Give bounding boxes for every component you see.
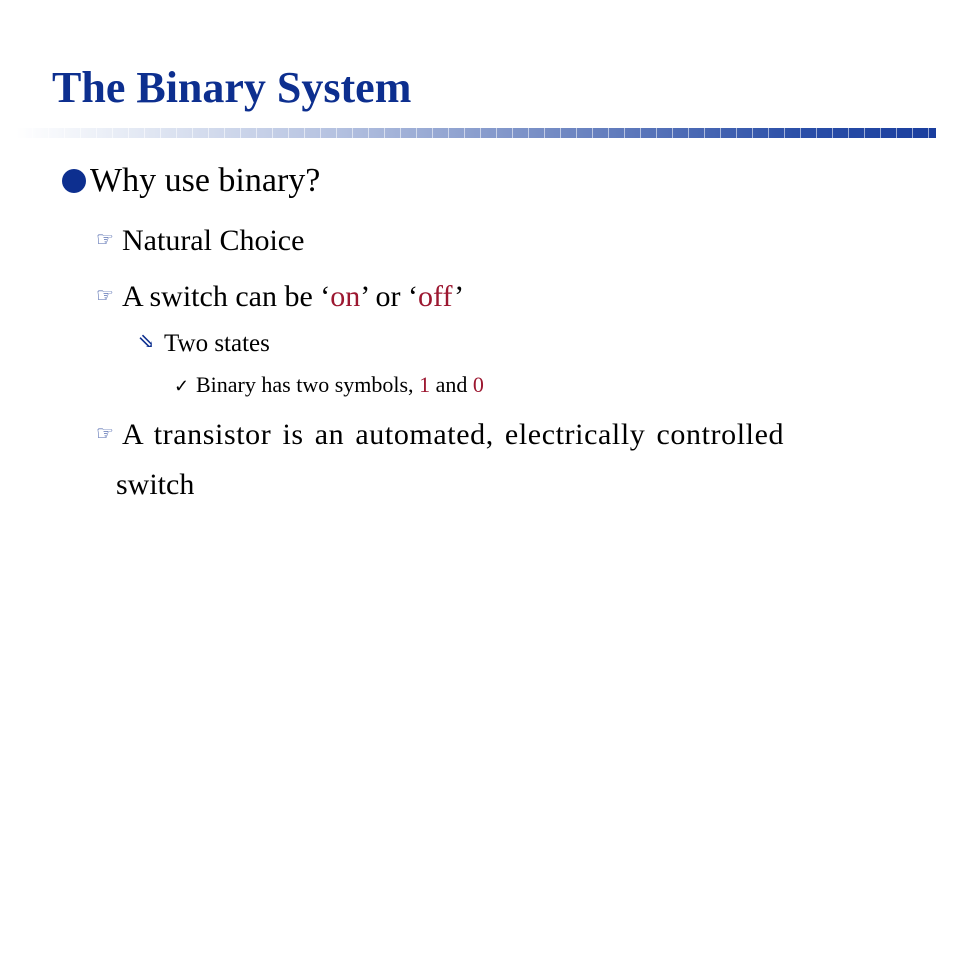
- title-underline-bar: [16, 128, 936, 138]
- title-bar-segment-divider: [912, 128, 913, 138]
- title-bar-segment-divider: [720, 128, 721, 138]
- bullet-text: Why use binary?: [90, 162, 321, 199]
- title-bar-segment-divider: [768, 128, 769, 138]
- title-bar-segment-divider: [576, 128, 577, 138]
- title-bar-segment-divider: [64, 128, 65, 138]
- title-bar-segment-divider: [80, 128, 81, 138]
- title-bar-segment-divider: [704, 128, 705, 138]
- title-bar-segment-divider: [800, 128, 801, 138]
- bullet-text-part: ’: [454, 280, 465, 313]
- symbol-zero: 0: [472, 372, 484, 397]
- title-bar-segment-divider: [96, 128, 97, 138]
- title-bar-segment-divider: [336, 128, 337, 138]
- title-bar-segment-divider: [848, 128, 849, 138]
- title-bar-segment-divider: [672, 128, 673, 138]
- title-bar-segment-divider: [928, 128, 929, 138]
- title-bar-segment-divider: [400, 128, 401, 138]
- bullet-why-use-binary: [62, 162, 320, 200]
- title-bar-segment-divider: [752, 128, 753, 138]
- title-bar-segment-divider: [736, 128, 737, 138]
- bullet-text-part: and: [430, 372, 473, 397]
- title-bar-segment-divider: [384, 128, 385, 138]
- title-bar-segment-divider: [144, 128, 145, 138]
- title-bar-segment-divider: [640, 128, 641, 138]
- bullet-text-line2: switch: [116, 468, 195, 501]
- bullet-text-part: A switch can be ‘: [122, 280, 331, 313]
- title-bar-segment-divider: [688, 128, 689, 138]
- title-bar-segment-divider: [272, 128, 273, 138]
- title-bar-segment-divider: [864, 128, 865, 138]
- slide-title: The Binary System: [52, 63, 412, 112]
- title-bar-segment-divider: [112, 128, 113, 138]
- title-bar-segment-divider: [592, 128, 593, 138]
- title-bar-segment-divider: [368, 128, 369, 138]
- title-bar-segment-divider: [528, 128, 529, 138]
- pointing-hand-icon: ☞: [96, 284, 114, 307]
- title-bar-segment-divider: [496, 128, 497, 138]
- title-bar-segment-divider: [416, 128, 417, 138]
- title-bar-segment-divider: [560, 128, 561, 138]
- check-icon: ✓: [174, 376, 190, 396]
- title-bar-segment-divider: [304, 128, 305, 138]
- title-bar-segment-divider: [448, 128, 449, 138]
- bullet-transistor-continuation: [116, 468, 194, 502]
- title-bar-segment-divider: [48, 128, 49, 138]
- title-bar-segment-divider: [352, 128, 353, 138]
- title-bar-segment-divider: [32, 128, 33, 138]
- title-bar-segment-divider: [176, 128, 177, 138]
- bullet-binary-symbols: [174, 372, 484, 398]
- bullet-text-part: Binary has two symbols,: [196, 372, 420, 397]
- title-bar-segment-divider: [880, 128, 881, 138]
- title-bar-segment-divider: [208, 128, 209, 138]
- title-bar-segment-divider: [464, 128, 465, 138]
- filled-circle-bullet-icon: [62, 169, 86, 193]
- bullet-switch-on-off: [96, 280, 464, 314]
- off-word: off: [418, 280, 455, 313]
- bullet-text: Natural Choice: [122, 224, 305, 257]
- title-bar-segment-divider: [656, 128, 657, 138]
- title-bar-segment-divider: [288, 128, 289, 138]
- pointing-hand-icon: ☞: [96, 422, 114, 445]
- title-bar-segment-divider: [432, 128, 433, 138]
- title-bar-segment-divider: [608, 128, 609, 138]
- bullet-text: Two states: [164, 330, 270, 357]
- arrow-icon: ⇘: [138, 330, 155, 353]
- symbol-one: 1: [419, 372, 431, 397]
- on-word: on: [330, 280, 361, 313]
- title-bar-segment-divider: [480, 128, 481, 138]
- bullet-text-line1: A transistor is an automated, electrically controlled: [122, 418, 785, 451]
- bullet-text-part: ’ or ‘: [360, 280, 419, 313]
- title-bar-segment-divider: [192, 128, 193, 138]
- title-bar-segment-divider: [256, 128, 257, 138]
- title-bar-segment-divider: [544, 128, 545, 138]
- title-bar-segment-divider: [240, 128, 241, 138]
- title-bar-segment-divider: [624, 128, 625, 138]
- bullet-two-states: [138, 330, 270, 358]
- title-bar-segment-divider: [128, 128, 129, 138]
- title-bar-segment-divider: [320, 128, 321, 138]
- title-bar-segment-divider: [224, 128, 225, 138]
- bullet-transistor: [96, 418, 784, 452]
- bullet-natural-choice: [96, 224, 304, 258]
- pointing-hand-icon: ☞: [96, 228, 114, 251]
- title-bar-segment-divider: [832, 128, 833, 138]
- title-bar-segment-divider: [816, 128, 817, 138]
- title-bar-segment-divider: [896, 128, 897, 138]
- title-bar-segment-divider: [784, 128, 785, 138]
- title-bar-segment-divider: [512, 128, 513, 138]
- title-bar-segment-divider: [160, 128, 161, 138]
